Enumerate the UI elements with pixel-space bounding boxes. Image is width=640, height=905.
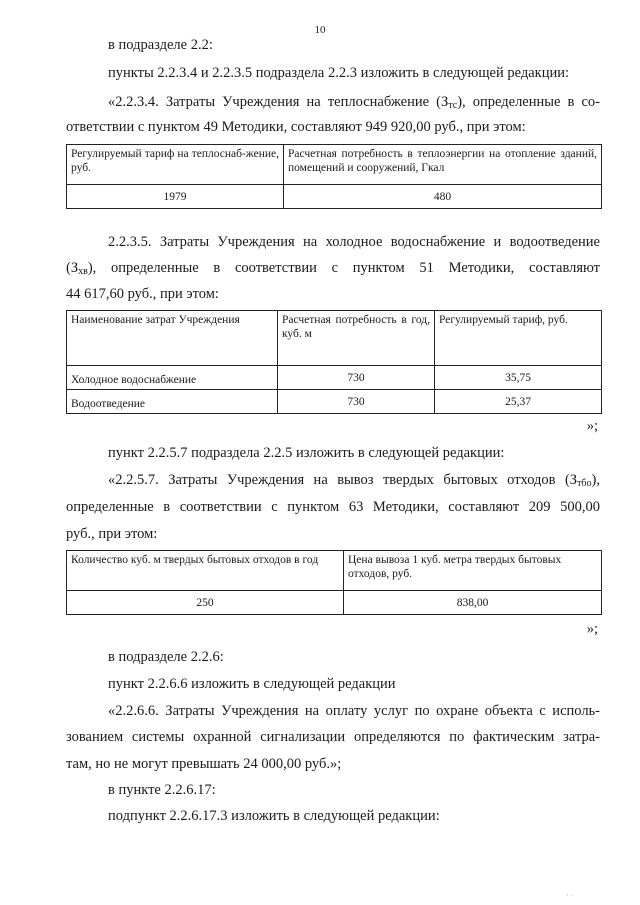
text-line: «2.2.3.4. Затраты Учреждения на теплоснабжение $(З_{тс})$, определенные в со- xyxy=(108,94,600,111)
text-line: там, но не могут превышать 24 000,00 руб.»; xyxy=(66,756,342,772)
table-cell: 480 xyxy=(284,185,602,209)
scan-artifact: · · xyxy=(566,891,574,900)
text-line: в подразделе 2.2.6: xyxy=(108,649,224,665)
table-cell: 730 xyxy=(278,366,435,390)
text-line: подпункт 2.2.6.17.3 изложить в следующей редакции: xyxy=(108,808,440,824)
closing-quote-mark: »; xyxy=(586,418,598,434)
text-line: $(З_{хв})$, определенные в соответствии с пунктом 51 Методики, составляют xyxy=(66,260,600,277)
text-line: ответствии с пунктом 49 Методики, составляют 949 920,00 руб., при этом: xyxy=(66,119,526,135)
table-header-cell: Расчетная потребность в теплоэнергии на отопление зданий, помещений и сооружений, Гкал xyxy=(284,145,602,185)
closing-quote-mark: »; xyxy=(586,621,598,637)
waste-removal-table xyxy=(66,550,602,615)
text-line: 2.2.3.5. Затраты Учреждения на холодное водоснабжение и водоотведение xyxy=(108,234,600,250)
table-cell: 25,37 xyxy=(435,390,602,414)
table-header-cell: Регулируемый тариф на теплоснаб-жение, руб. xyxy=(67,145,284,185)
text-line: руб., при этом: xyxy=(66,526,158,542)
text-line: пункты 2.2.3.4 и 2.2.3.5 подраздела 2.2.3 изложить в следующей редакции: xyxy=(108,65,570,81)
table-cell: 1979 xyxy=(67,185,284,209)
text-line: пункт 2.2.5.7 подраздела 2.2.5 изложить в следующей редакции: xyxy=(108,445,505,461)
table-cell: Холодное водоснабжение xyxy=(67,366,278,390)
text-line: определенные в соответствии с пунктом 63 Методики, составляют 209 500,00 xyxy=(66,499,600,515)
table-cell: Водоотведение xyxy=(67,390,278,414)
water-supply-table xyxy=(66,310,602,414)
table-cell: 730 xyxy=(278,390,435,414)
text-line: в пункте 2.2.6.17: xyxy=(108,782,216,798)
table-header-cell: Регулируемый тариф, руб. xyxy=(435,311,602,366)
table-header-cell: Цена вывоза 1 куб. метра твердых бытовых отходов, руб. xyxy=(344,551,602,591)
page-number: 10 xyxy=(314,24,326,36)
text-line: 44 617,60 руб., при этом: xyxy=(66,286,219,302)
table-header-cell: Расчетная потребность в год, куб. м xyxy=(278,311,435,366)
text-line: «2.2.5.7. Затраты Учреждения на вывоз твердых бытовых отходов $(З_{тбо})$, xyxy=(108,472,600,489)
table-cell: 838,00 xyxy=(344,591,602,615)
heat-tariff-table xyxy=(66,144,602,209)
text-line: в подразделе 2.2: xyxy=(108,37,213,53)
text-line: «2.2.6.6. Затраты Учреждения на оплату услуг по охране объекта с исполь- xyxy=(108,703,600,719)
table-cell: 250 xyxy=(67,591,344,615)
table-cell: 35,75 xyxy=(435,366,602,390)
table-header-cell: Наименование затрат Учреждения xyxy=(67,311,278,366)
table-header-cell: Количество куб. м твердых бытовых отходов в год xyxy=(67,551,344,591)
table-row xyxy=(67,390,602,414)
text-line: зованием системы охранной сигнализации определяются по фактическим затра- xyxy=(66,729,600,745)
table-row xyxy=(67,366,602,390)
text-line: пункт 2.2.6.6 изложить в следующей редакции xyxy=(108,676,396,692)
